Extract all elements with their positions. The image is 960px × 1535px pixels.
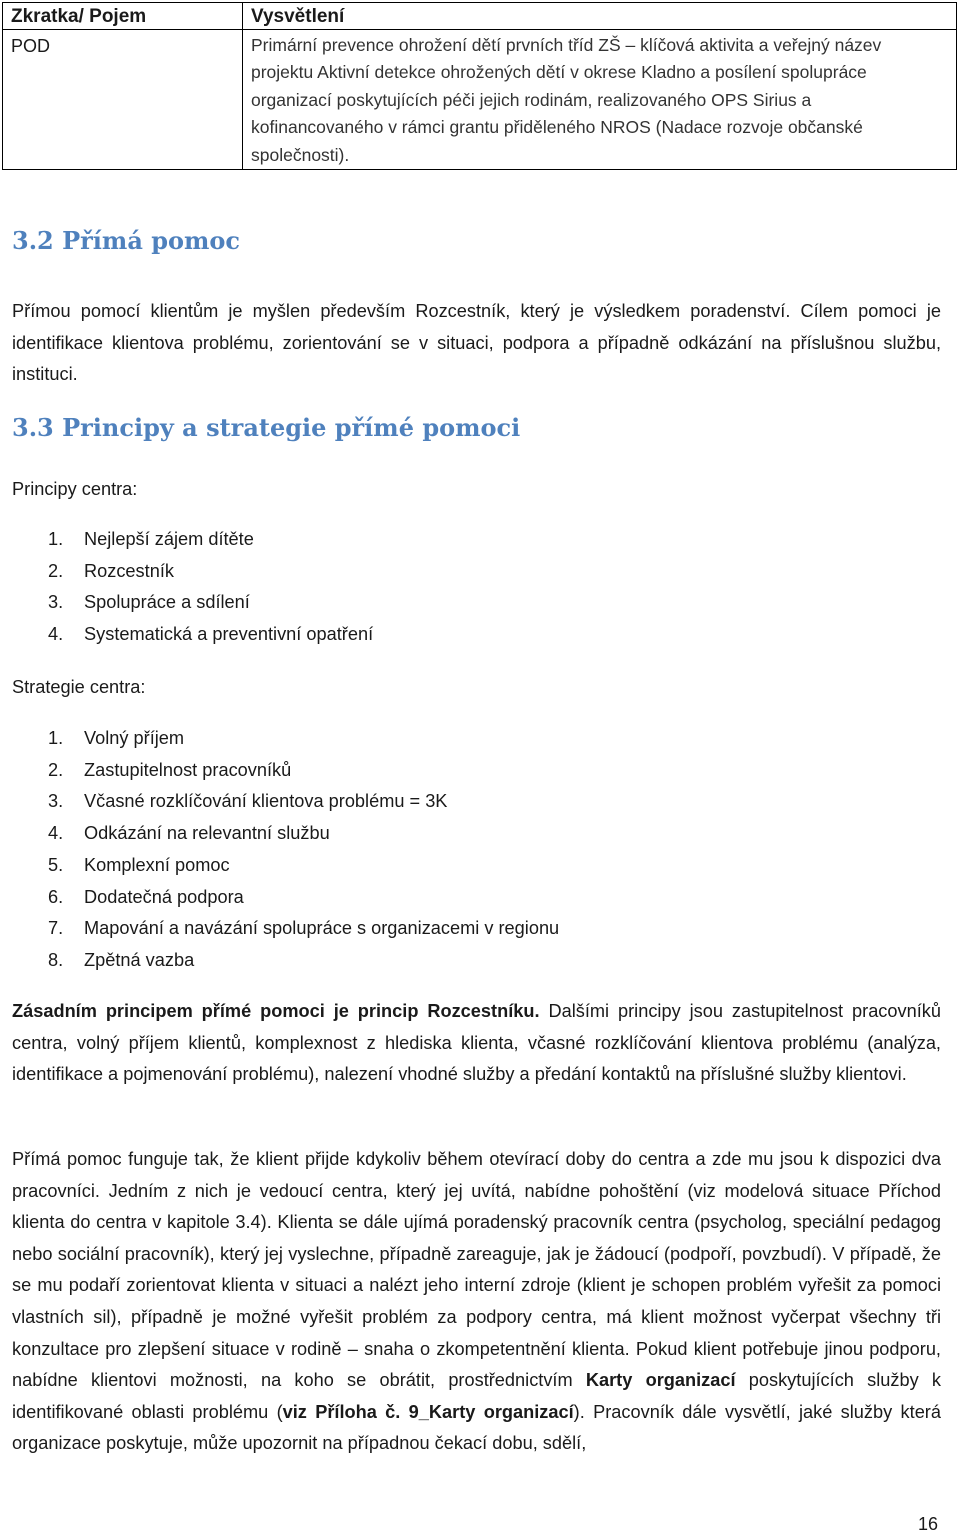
table-cell-definition: Primární prevence ohrožení dětí prvních tříd ZŠ – klíčová aktivita a veřejný název projektu Aktivní detekce ohrožených dětí v okrese Kladno a posílení spolupráce organizací poskytujících péči jejich rodinám, realizovaného OPS Sirius a kofinancovaného v rámci grantu přiděleného NROS (Nadace rozvoje občanské společnosti). — [243, 30, 957, 170]
strategies-label: Strategie centra: — [12, 677, 146, 697]
list-item-number: 2. — [48, 560, 64, 581]
list-item — [12, 556, 373, 588]
table-cell-term: POD — [3, 30, 243, 170]
key-principle-bold: Zásadním principem přímé pomoci je princip Rozcestníku. — [12, 1001, 540, 1021]
principles-summary-paragraph — [12, 996, 941, 1091]
list-item — [12, 945, 559, 977]
list-item — [12, 755, 559, 787]
section-heading-3-2: 3.2 Přímá pomoc — [12, 226, 241, 255]
list-item-text: Nejlepší zájem dítěte — [84, 529, 254, 549]
table-header-term: Zkratka/ Pojem — [3, 3, 243, 30]
list-item-number: 2. — [48, 759, 64, 780]
list-item-text: Mapování a navázání spolupráce s organizacemi v regionu — [84, 918, 560, 939]
list-item — [12, 619, 373, 651]
list-item-text: Zastupitelnost pracovníků — [84, 759, 292, 780]
list-item — [12, 850, 559, 882]
direct-help-paragraph: Přímou pomocí klientům je myšlen především Rozcestník, který je výsledkem poradenství. Cílem pomoci je identifikace klientova problému, zorientování se v situaci, podpora a případně odkázání na příslušnou službu, instituci. — [12, 301, 941, 385]
page-number: 16 — [918, 1514, 939, 1534]
list-item-number: 3. — [48, 592, 64, 613]
list-item — [12, 913, 559, 945]
list-item-number: 3. — [48, 791, 64, 812]
process-bold-appendix: viz Příloha č. 9_Karty organizací — [282, 1401, 574, 1422]
principles-label: Principy centra: — [12, 479, 138, 499]
list-item-text: Rozcestník — [84, 560, 174, 581]
process-text-1: Přímá pomoc funguje tak, že klient přijde kdykoliv během otevírací doby do centra a zde mu jsou k dispozici dva pracovníci. Jedním z nich je vedoucí centra, který jej uvítá, nabídne pohoštění (viz modelová situace Příchod klienta do centra v kapitole 3.4). Klienta se dále ujímá poradenský pracovník centra (psycholog, speciální pedagog nebo sociální pracovník), který jej vyslechne, případně zareaguje, jak je žádoucí (podpoří, povzbudí). V případě, že se mu podaří zorientovat klienta v situaci a nalézt jeho interní zdroje (klient je schopen problém vyřešit za pomoci vlastních sil), případně je možné vyřešit problém za podpory centra, má klient možnost vyčerpat všechny tři konzultace pro zlepšení situace v rodině – snaha o zkompetentnění klienta. Pokud klient potřebuje jinou podporu, nabídne klientovi možnosti, na koho se obrátit, prostřednictvím — [12, 1149, 941, 1391]
list-item-text: Odkázání na relevantní službu — [84, 823, 330, 844]
list-item — [12, 786, 559, 818]
list-item — [12, 524, 373, 556]
direct-help-process-paragraph — [12, 1144, 941, 1460]
strategies-list — [12, 723, 559, 977]
list-item-text: Spolupráce a sdílení — [84, 592, 250, 613]
list-item-number: 1. — [48, 728, 64, 748]
list-item — [12, 723, 559, 755]
list-item-text: Zpětná vazba — [84, 949, 195, 970]
list-item-number: 8. — [48, 949, 64, 970]
table-row — [3, 30, 957, 170]
list-item-number: 4. — [48, 624, 64, 645]
list-item-text: Systematická a preventivní opatření — [84, 624, 374, 645]
list-item-number: 4. — [48, 823, 64, 844]
table-header-definition: Vysvětlení — [243, 3, 957, 30]
process-text-3: ). Pracovník dále vysvětlí, jaké služby která organizace poskytuje, může upozornit na případnou čekací dobu, sdělí, — [12, 1401, 941, 1454]
list-item-text: Dodatečná podpora — [84, 886, 244, 907]
table-header-row — [3, 3, 957, 30]
list-item-number: 6. — [48, 886, 64, 907]
list-item — [12, 882, 559, 914]
principles-list — [12, 524, 373, 651]
principles-summary-text: Dalšími principy jsou zastupitelnost pracovníků centra, volný příjem klientů, komplexnost z hlediska klienta, včasné rozklíčování klientova problému (analýza, identifikace a pojmenování problému), nalezení vhodné služby a předání kontaktů na příslušné služby klientovi. — [12, 1001, 941, 1085]
list-item — [12, 587, 373, 619]
process-text-2: poskytujících služby k identifikované oblasti problému ( — [12, 1370, 941, 1422]
list-item-number: 5. — [48, 854, 64, 875]
list-item — [12, 818, 559, 850]
abbreviations-table — [2, 2, 957, 170]
list-item-number: 7. — [48, 918, 64, 939]
list-item-number: 1. — [48, 529, 64, 549]
list-item-text: Komplexní pomoc — [84, 854, 230, 875]
process-bold-cards: Karty organizací — [585, 1370, 736, 1391]
section-heading-3-3: 3.3 Principy a strategie přímé pomoci — [12, 413, 521, 442]
list-item-text: Včasné rozklíčování klientova problému = 3K — [84, 791, 448, 812]
list-item-text: Volný příjem — [84, 728, 185, 748]
